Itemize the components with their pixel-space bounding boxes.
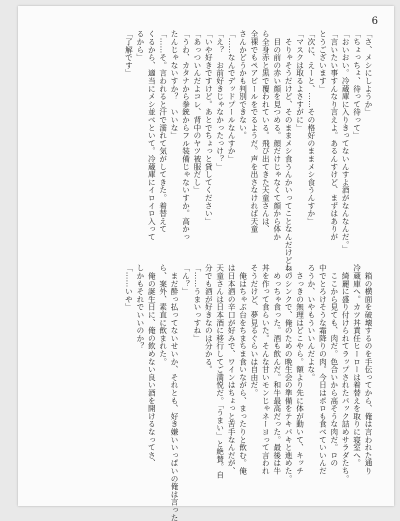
text-line: 「いや好きですけど。あとでちょっと貸してください」 [204,30,214,225]
book-page [18,6,394,521]
text-line: 分でも酒が好きなのは分かる。 [204,264,214,374]
text-line: そうだけど、夢見るぐらいは自由だ。 [249,264,259,397]
text-line: 「言いたい事すんなり言えよ。あるんすけど、まずはありが [329,30,339,241]
text-line: 天童さんは日本酒に移行してご満悦だ。「うまい」と絶賛。自 [215,264,225,479]
text-line: 丼を作って食らいた。そんな甘いモンじゃネーヨって言われ [261,264,271,475]
text-line: 「うわ、カタナから拳銃からフル装備じゃないすか。高かっ [181,30,191,241]
lower-text-block [123,264,374,521]
text-line: るから」 [135,30,145,62]
text-line: まだ酔っ払ってないせいか、それとも、好き嫌いいっぱいの俺は言った [170,264,180,521]
text-line: 目の前の赤い顔を見つめる。顔だけじゃなくて顔から体か [272,30,282,241]
text-line: 「次に、えーと、……その格好のままメシ食うんすか」 [306,30,316,225]
text-line: 「え？ お前好きじゃなかったっけ？」 [215,30,225,171]
text-line: そりゃそうだけど、そのままメシ食うんかいってことなんだけどね。 [284,30,294,280]
text-line: 「あっついんだよコレ、背中のヤツ被服だし」 [192,30,202,194]
text-line: 「了解です」 [124,30,134,77]
text-line: 「ちょっちょ、待って待って」 [352,30,362,140]
text-line: 「……なんでデッドプールなんすか」 [227,30,237,163]
text-line: ら全身赤と黒で覆われている。飛び出てきた天童さんは、 [261,30,271,233]
text-line: 全裸でもペアビールをでるようだ。声を出さなければ天童 [249,30,259,233]
text-line: たんじゃないすか？ いいな」 [170,30,180,140]
text-line: 「……いや」 [124,264,134,311]
page-number: 6 [371,16,378,27]
text-line: さっきの無理はどこやら。額より先に体が動いて、キッチ [295,264,305,475]
upper-text-block [123,30,374,280]
text-line: とうございます」 [318,30,328,93]
text-line: 箱の横面を破壊するのを手伝ってから、俺は言われた通り [364,264,373,475]
text-line: 「おいおい。冷蔵庫に入りきってないんすよ酒がなんなんだ。」 [341,30,351,253]
text-line: 冷蔵庫へ。カツ丼責任ヒーローは着替えを取りに寝室へ。 [352,264,362,467]
text-line: 「マスクは取るよさすがに」 [295,30,305,132]
text-line: は日本酒の辛口が好みで、ワインはちょっと苦手なんだが、 [227,264,237,475]
text-line: しかもそれでいいのか？ [135,264,145,350]
text-line: 「……うまいっすね」 [192,264,202,342]
text-line: 俺はちゃぶ台をちまちま食いながら、まったりと飲む。俺 [238,264,248,475]
text-line: めっちゃ食った。酒も飲んだ。和牛最高だった。最後は牛 [272,264,282,475]
text-line: ら、案外、素直に飲まれた。 [158,264,168,366]
text-line: 綺麗に盛り付けられてラップされたパック詰めサラダたち。 [341,264,351,483]
text-line: 中でとろけそうな霜降りの肉。今日はポロも食べていいんだ [318,264,328,475]
text-line: 「ん？」 [181,264,191,296]
text-line: ここから見ても、肉だ。色合いから高そうな肉だ。ロの [329,264,339,467]
text-line: 「……そ。言われると汗で濡れて気がしてきた。着替えて [158,30,168,233]
text-line: ンのシンクで、俺のための晩生会の準備をテキパキと進めた。 [284,264,294,483]
text-line: ろうか、いやもういいんだよな。 [306,264,316,381]
text-line: 俺の誕生日に、俺の飲めない良い酒を開けるなってさ、 [147,264,157,467]
text-line: 「さ、メシにしようか」 [364,30,373,116]
text-line: くるから、適当にメシ並べといて。冷蔵庫にイロイロ入って [147,30,157,241]
text-line: さんかどうかも判別できない。 [238,30,248,140]
